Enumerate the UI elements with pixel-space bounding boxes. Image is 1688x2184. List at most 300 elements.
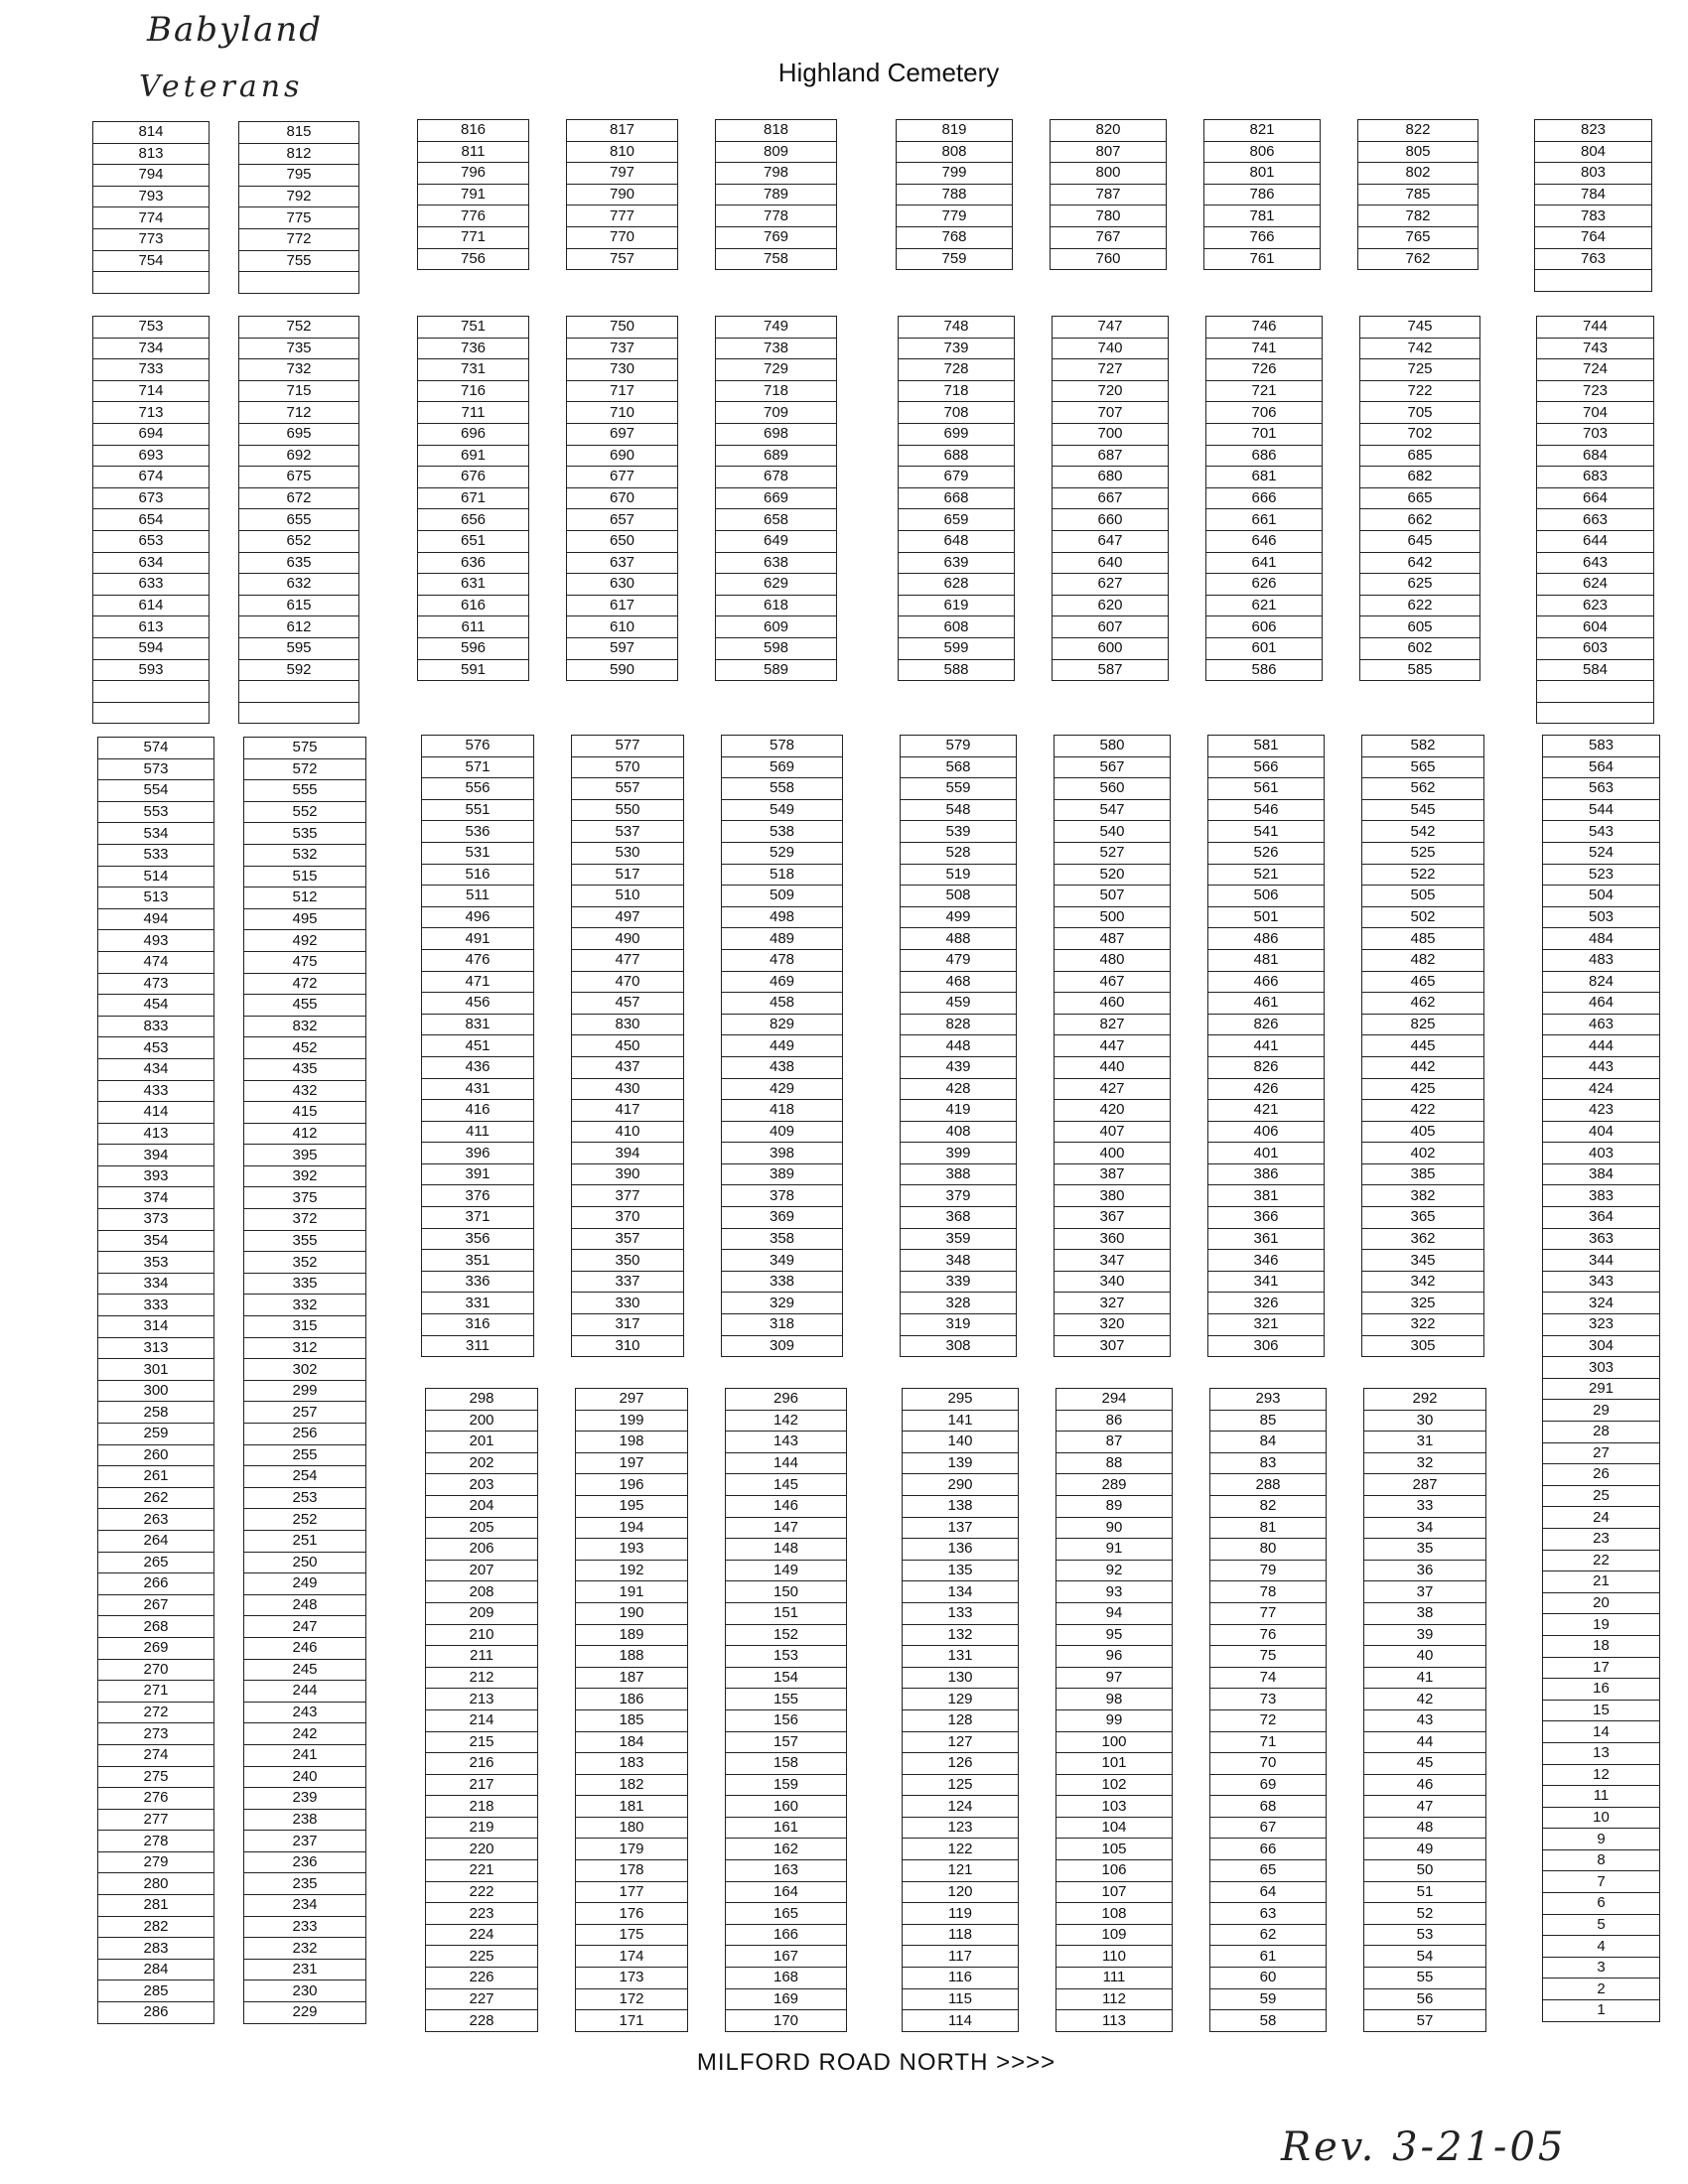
plot-divider — [529, 226, 567, 248]
plot-divider — [684, 864, 722, 886]
plot-number: 179 — [576, 1839, 688, 1860]
plot-number: 486 — [1208, 928, 1325, 950]
plot-number: 763 — [1535, 248, 1652, 270]
plot-number: 421 — [1208, 1100, 1325, 1122]
plot-number: 142 — [726, 1410, 847, 1432]
plot-number: 585 — [1360, 659, 1480, 681]
plot-divider — [1171, 1163, 1208, 1185]
plot-row — [903, 1968, 1486, 1989]
plot-number: 813 — [93, 143, 210, 165]
plot-number: 517 — [572, 864, 684, 886]
plot-number: 336 — [422, 1271, 534, 1293]
plot-number: 19 — [1543, 1614, 1660, 1636]
plot-number: 717 — [567, 380, 678, 402]
plot-number: 234 — [244, 1895, 366, 1917]
plot-divider — [210, 402, 239, 424]
plot-row — [422, 778, 843, 800]
plot-number: 56 — [1364, 1988, 1486, 2010]
plot-divider — [1327, 1624, 1364, 1646]
plot-divider — [688, 1624, 726, 1646]
plot-divider — [684, 1056, 722, 1078]
plot-number: 362 — [1362, 1228, 1484, 1250]
plot-number: 667 — [1053, 487, 1169, 509]
plot-number: 785 — [1358, 184, 1478, 205]
plot-divider — [529, 163, 567, 185]
plot-row — [98, 1359, 366, 1381]
plot-number: 317 — [572, 1314, 684, 1336]
plot-number: 489 — [722, 928, 843, 950]
plot-number: 674 — [93, 467, 210, 488]
plot-divider — [1325, 1335, 1362, 1357]
plot-divider — [1015, 552, 1053, 574]
plot-row — [897, 184, 1478, 205]
plot-number: 754 — [93, 250, 210, 272]
plot-number: 637 — [567, 552, 678, 574]
plot-number: 440 — [1055, 1056, 1171, 1078]
plot-divider — [214, 995, 244, 1017]
plot-row — [901, 1185, 1484, 1207]
plot-number: 613 — [93, 616, 210, 638]
plot-number: 203 — [426, 1474, 538, 1496]
plot-number: 612 — [239, 616, 359, 638]
plot-divider — [210, 165, 239, 187]
plot-row — [93, 338, 359, 359]
plot-number: 265 — [98, 1552, 214, 1573]
plot-rows — [1535, 120, 1652, 292]
plot-number: 756 — [418, 248, 529, 270]
plot-number: 144 — [726, 1452, 847, 1474]
plot-row — [903, 1602, 1486, 1624]
plot-divider — [1171, 886, 1208, 907]
plot-row — [903, 1495, 1486, 1517]
plot-divider — [1325, 886, 1362, 907]
plot-divider — [214, 1295, 244, 1316]
plot-row — [1543, 971, 1660, 993]
plot-number: 316 — [422, 1314, 534, 1336]
plot-row — [903, 1389, 1486, 1411]
plot-number: 533 — [98, 844, 214, 866]
plot-row — [897, 120, 1478, 142]
plot-number: 592 — [239, 659, 359, 681]
plot-number: 245 — [244, 1659, 366, 1681]
plot-number: 308 — [901, 1335, 1017, 1357]
plot-block-west-1 — [92, 121, 359, 294]
plot-number: 520 — [1055, 864, 1171, 886]
plot-divider — [214, 1509, 244, 1531]
plot-divider — [214, 1637, 244, 1659]
plot-divider — [1173, 1774, 1210, 1796]
plot-number: 812 — [239, 143, 359, 165]
plot-row — [422, 1143, 843, 1164]
plot-number: 222 — [426, 1881, 538, 1903]
plot-number: 482 — [1362, 949, 1484, 971]
plot-divider — [214, 1080, 244, 1102]
plot-row — [418, 317, 837, 339]
plot-number: 644 — [1537, 530, 1654, 552]
plot-divider — [210, 574, 239, 596]
plot-divider — [1323, 595, 1360, 616]
plot-number: 810 — [567, 141, 678, 163]
plot-row — [901, 1035, 1484, 1057]
plot-divider — [1019, 2010, 1056, 2032]
plot-row — [1543, 1100, 1660, 1122]
plot-divider — [678, 163, 716, 185]
plot-divider — [688, 1646, 726, 1668]
plot-divider — [1019, 1602, 1056, 1624]
plot-number: 104 — [1056, 1817, 1173, 1839]
plot-number: 695 — [239, 423, 359, 445]
plot-number: 715 — [239, 380, 359, 402]
plot-divider — [210, 509, 239, 531]
plot-number: 697 — [567, 423, 678, 445]
plot-row — [901, 971, 1484, 993]
plot-number: 248 — [244, 1594, 366, 1616]
plot-divider — [1169, 445, 1206, 467]
plot-number: 522 — [1362, 864, 1484, 886]
plot-divider — [214, 1273, 244, 1295]
plot-number: 525 — [1362, 842, 1484, 864]
plot-divider — [1325, 1293, 1362, 1314]
plot-number: 169 — [726, 1988, 847, 2010]
plot-number: 798 — [716, 163, 837, 185]
plot-number: 103 — [1056, 1796, 1173, 1818]
plot-row — [98, 1337, 366, 1359]
plot-number: 305 — [1362, 1335, 1484, 1357]
plot-number: 646 — [1206, 530, 1323, 552]
plot-divider — [688, 1968, 726, 1989]
plot-number: 52 — [1364, 1903, 1486, 1925]
plot-number: 147 — [726, 1517, 847, 1539]
plot-number: 474 — [98, 951, 214, 973]
plot-divider — [1325, 1228, 1362, 1250]
plot-divider — [1019, 1410, 1056, 1432]
plot-row — [93, 165, 359, 187]
plot-number: 455 — [244, 995, 366, 1017]
plot-number: 389 — [722, 1163, 843, 1185]
plot-number: 468 — [901, 971, 1017, 993]
plot-row — [98, 1938, 366, 1960]
plot-divider — [1169, 595, 1206, 616]
plot-divider — [1167, 226, 1204, 248]
plot-row — [422, 1271, 843, 1293]
plot-row — [901, 1335, 1484, 1357]
plot-number: 625 — [1360, 574, 1480, 596]
plot-row — [1543, 778, 1660, 800]
plot-number: 516 — [422, 864, 534, 886]
plot-divider — [210, 467, 239, 488]
plot-divider — [1013, 184, 1051, 205]
plot-number: 111 — [1056, 1968, 1173, 1989]
plot-divider — [214, 1209, 244, 1231]
plot-number: 100 — [1056, 1731, 1173, 1753]
plot-number: 99 — [1056, 1709, 1173, 1731]
plot-row — [93, 487, 359, 509]
plot-divider — [534, 799, 572, 821]
plot-number: 189 — [576, 1624, 688, 1646]
plot-divider — [210, 637, 239, 659]
plot-divider — [1327, 1881, 1364, 1903]
plot-row — [98, 801, 366, 823]
plot-number: 138 — [903, 1495, 1019, 1517]
plot-number: 777 — [567, 205, 678, 227]
plot-number: 340 — [1055, 1271, 1171, 1293]
plot-number: 159 — [726, 1774, 847, 1796]
plot-row — [422, 1250, 843, 1272]
plot-number: 183 — [576, 1753, 688, 1775]
plot-row — [1543, 1742, 1660, 1764]
plot-number: 747 — [1053, 317, 1169, 339]
plot-number: 22 — [1543, 1550, 1660, 1571]
plot-divider — [534, 1014, 572, 1035]
plot-number: 428 — [901, 1078, 1017, 1100]
plot-number: 119 — [903, 1903, 1019, 1925]
plot-row — [98, 930, 366, 952]
plot-number: 126 — [903, 1753, 1019, 1775]
plot-number: 780 — [1051, 205, 1167, 227]
plot-number: 55 — [1364, 1968, 1486, 1989]
plot-divider — [1171, 1250, 1208, 1272]
plot-row — [98, 1637, 366, 1659]
plot-row — [98, 738, 366, 759]
plot-row — [93, 186, 359, 207]
plot-divider — [529, 530, 567, 552]
plot-row — [903, 1667, 1486, 1689]
plot-divider — [214, 1744, 244, 1766]
plot-block-middle-1 — [417, 119, 837, 270]
plot-divider — [1173, 1903, 1210, 1925]
plot-number: 115 — [903, 1988, 1019, 2010]
plot-number: 384 — [1543, 1163, 1660, 1185]
plot-divider — [684, 993, 722, 1015]
plot-row — [418, 467, 837, 488]
plot-divider — [210, 250, 239, 272]
plot-row — [426, 1495, 847, 1517]
plot-number: 411 — [422, 1121, 534, 1143]
plot-number: 375 — [244, 1187, 366, 1209]
plot-divider — [1017, 949, 1055, 971]
plot-block-east-4 — [902, 1388, 1486, 2032]
plot-divider — [214, 1337, 244, 1359]
plot-number: 618 — [716, 595, 837, 616]
plot-number: 212 — [426, 1667, 538, 1689]
plot-divider — [684, 1250, 722, 1272]
plot-divider — [538, 1689, 576, 1710]
plot-number: 744 — [1537, 317, 1654, 339]
plot-number: 154 — [726, 1667, 847, 1689]
plot-number: 79 — [1210, 1560, 1327, 1581]
plot-row — [1537, 637, 1654, 659]
plot-divider — [688, 1988, 726, 2010]
plot-divider — [1015, 402, 1053, 424]
plot-row — [903, 1560, 1486, 1581]
plot-divider — [678, 338, 716, 359]
plot-number: 292 — [1364, 1389, 1486, 1411]
plot-number: 246 — [244, 1637, 366, 1659]
plot-number: 600 — [1053, 637, 1169, 659]
plot-number: 255 — [244, 1444, 366, 1466]
plot-row — [901, 949, 1484, 971]
plot-number: 752 — [239, 317, 359, 339]
plot-number: 47 — [1364, 1796, 1486, 1818]
plot-divider — [1327, 1839, 1364, 1860]
plot-number: 372 — [244, 1209, 366, 1231]
plot-number: 107 — [1056, 1881, 1173, 1903]
plot-number: 72 — [1210, 1709, 1327, 1731]
plot-row — [897, 141, 1478, 163]
plot-number: 217 — [426, 1774, 538, 1796]
plot-row — [98, 844, 366, 866]
plot-row — [1535, 270, 1652, 292]
plot-divider — [214, 1402, 244, 1424]
plot-row — [422, 928, 843, 950]
plot-divider — [1171, 1207, 1208, 1229]
plot-row — [93, 616, 359, 638]
plot-number: 84 — [1210, 1432, 1327, 1453]
plot-number: 817 — [567, 120, 678, 142]
plot-number: 511 — [422, 886, 534, 907]
plot-row — [1543, 1014, 1660, 1035]
plot-row — [897, 226, 1478, 248]
plot-number: 98 — [1056, 1689, 1173, 1710]
plot-row — [422, 1293, 843, 1314]
plot-number: 760 — [1051, 248, 1167, 270]
plot-number: 274 — [98, 1744, 214, 1766]
plot-number: 658 — [716, 509, 837, 531]
plot-number: 507 — [1055, 886, 1171, 907]
plot-row — [98, 1681, 366, 1703]
plot-number: 306 — [1208, 1335, 1325, 1357]
plot-divider — [1171, 1293, 1208, 1314]
plot-divider — [1019, 1968, 1056, 1989]
plot-row — [426, 2010, 847, 2032]
plot-number: 488 — [901, 928, 1017, 950]
plot-number: 290 — [903, 1474, 1019, 1496]
plot-number: 815 — [239, 122, 359, 144]
plot-number: 577 — [572, 736, 684, 757]
plot-row — [98, 1123, 366, 1145]
plot-number: 796 — [418, 163, 529, 185]
plot-divider — [684, 1271, 722, 1293]
plot-number: 670 — [567, 487, 678, 509]
plot-number: 346 — [1208, 1250, 1325, 1272]
plot-number: 251 — [244, 1530, 366, 1552]
plot-divider — [1327, 1432, 1364, 1453]
plot-divider — [1323, 637, 1360, 659]
plot-number: 10 — [1543, 1807, 1660, 1829]
plot-divider — [1321, 163, 1358, 185]
plot-divider — [1015, 380, 1053, 402]
plot-number: 230 — [244, 1980, 366, 2002]
plot-divider — [1325, 971, 1362, 993]
plot-number: 420 — [1055, 1100, 1171, 1122]
plot-divider — [1173, 1968, 1210, 1989]
plot-divider — [1015, 509, 1053, 531]
plot-number: 732 — [239, 359, 359, 381]
plot-row — [98, 866, 366, 887]
plot-number: 809 — [716, 141, 837, 163]
plot-number: 314 — [98, 1316, 214, 1338]
plot-number: 718 — [899, 380, 1015, 402]
plot-number: 226 — [426, 1968, 538, 1989]
plot-number: 288 — [1210, 1474, 1327, 1496]
plot-number: 343 — [1543, 1271, 1660, 1293]
plot-number: 698 — [716, 423, 837, 445]
plot-number: 598 — [716, 637, 837, 659]
road-label: MILFORD ROAD NORTH >>>> — [696, 2049, 1056, 2076]
plot-number: 385 — [1362, 1163, 1484, 1185]
plot-divider — [534, 1056, 572, 1078]
plot-number: 271 — [98, 1681, 214, 1703]
plot-number: 96 — [1056, 1646, 1173, 1668]
plot-number: 708 — [899, 402, 1015, 424]
plot-number: 509 — [722, 886, 843, 907]
plot-number: 485 — [1362, 928, 1484, 950]
plot-row — [98, 951, 366, 973]
plot-number: 64 — [1210, 1881, 1327, 1903]
plot-row — [1543, 736, 1660, 757]
plot-number: 826 — [1208, 1014, 1325, 1035]
plot-number: 256 — [244, 1424, 366, 1445]
plot-row — [1535, 163, 1652, 185]
plot-number: 16 — [1543, 1679, 1660, 1701]
plot-divider — [214, 1616, 244, 1638]
plot-number: 57 — [1364, 2010, 1486, 2032]
plot-number: 627 — [1053, 574, 1169, 596]
plot-divider — [1015, 423, 1053, 445]
plot-row — [1543, 1035, 1660, 1057]
plot-number: 190 — [576, 1602, 688, 1624]
plot-divider — [678, 205, 716, 227]
plot-number: 352 — [244, 1252, 366, 1274]
plot-number: 594 — [93, 637, 210, 659]
plot-number: 471 — [422, 971, 534, 993]
plot-number: 753 — [93, 317, 210, 339]
plot-divider — [684, 1078, 722, 1100]
plot-row — [422, 1335, 843, 1357]
plot-row — [93, 207, 359, 229]
plot-divider — [688, 1389, 726, 1411]
plot-divider — [688, 1602, 726, 1624]
plot-number: 281 — [98, 1895, 214, 1917]
plot-number: 304 — [1543, 1335, 1660, 1357]
plot-number: 252 — [244, 1509, 366, 1531]
plot-number: 23 — [1543, 1528, 1660, 1550]
plot-number: 797 — [567, 163, 678, 185]
plot-block-west-2 — [92, 316, 359, 724]
plot-divider — [529, 552, 567, 574]
plot-number: 643 — [1537, 552, 1654, 574]
plot-number: 247 — [244, 1616, 366, 1638]
plot-row — [98, 1380, 366, 1402]
plot-divider — [1323, 423, 1360, 445]
plot-divider — [1323, 552, 1360, 574]
plot-number: 764 — [1535, 226, 1652, 248]
plot-divider — [1017, 821, 1055, 843]
plot-divider — [678, 509, 716, 531]
plot-number: 359 — [901, 1228, 1017, 1250]
plot-divider — [1327, 1452, 1364, 1474]
plot-divider — [210, 143, 239, 165]
plot-number: 788 — [897, 184, 1013, 205]
plot-row — [98, 1316, 366, 1338]
plot-number: 469 — [722, 971, 843, 993]
plot-number: 208 — [426, 1581, 538, 1603]
plot-row — [897, 248, 1478, 270]
plot-divider — [529, 659, 567, 681]
plot-divider — [1171, 842, 1208, 864]
plot-divider — [1015, 445, 1053, 467]
plot-number: 543 — [1543, 821, 1660, 843]
